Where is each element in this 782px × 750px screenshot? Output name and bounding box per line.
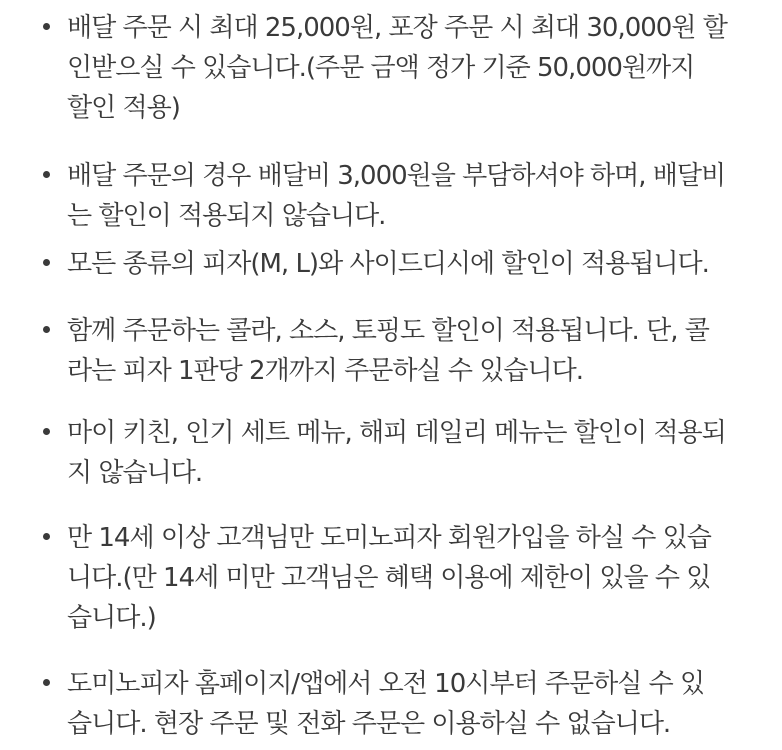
notice-line: 습니다. 현장 주문 및 전화 주문은 이용하실 수 없습니다. bbox=[67, 709, 671, 739]
bullet-icon bbox=[43, 428, 50, 435]
bullet-icon bbox=[43, 171, 50, 178]
notice-line: 배달 주문 시 최대 25,000원, 포장 주문 시 최대 30,000원 할 bbox=[67, 13, 727, 43]
notice-line: 라는 피자 1판당 2개까지 주문하실 수 있습니다. bbox=[67, 356, 584, 386]
notice-line: 는 할인이 적용되지 않습니다. bbox=[67, 201, 386, 231]
bullet-icon bbox=[43, 259, 50, 266]
notice-text bbox=[67, 156, 767, 236]
bullet-icon bbox=[43, 326, 50, 333]
notice-line: 지 않습니다. bbox=[67, 458, 203, 488]
notice-line: 함께 주문하는 콜라, 소스, 토핑도 할인이 적용됩니다. 단, 콜 bbox=[67, 316, 709, 346]
notice-line: 도미노피자 홈페이지/앱에서 오전 10시부터 주문하실 수 있 bbox=[67, 669, 705, 699]
notice-line: 습니다.) bbox=[67, 603, 156, 633]
notice-text bbox=[67, 311, 767, 391]
notice-text bbox=[67, 8, 767, 128]
notice-text bbox=[67, 413, 767, 493]
notice-text bbox=[67, 244, 767, 284]
bullet-icon bbox=[43, 23, 50, 30]
notice-line: 인받으실 수 있습니다.(주문 금액 정가 기준 50,000원까지 bbox=[67, 53, 695, 83]
notice-line: 배달 주문의 경우 배달비 3,000원을 부담하셔야 하며, 배달비 bbox=[67, 161, 726, 191]
notice-line: 니다.(만 14세 미만 고객님은 혜택 이용에 제한이 있을 수 있 bbox=[67, 563, 711, 593]
notice-text bbox=[67, 664, 767, 744]
notice-line: 모든 종류의 피자(M, L)와 사이드디시에 할인이 적용됩니다. bbox=[67, 249, 709, 279]
bullet-icon bbox=[43, 679, 50, 686]
notice-line: 할인 적용) bbox=[67, 93, 180, 123]
notice-line: 마이 키친, 인기 세트 메뉴, 해피 데일리 메뉴는 할인이 적용되 bbox=[67, 418, 726, 448]
bullet-icon bbox=[43, 533, 50, 540]
notice-line: 만 14세 이상 고객님만 도미노피자 회원가입을 하실 수 있습 bbox=[67, 523, 711, 553]
notice-text bbox=[67, 518, 767, 638]
